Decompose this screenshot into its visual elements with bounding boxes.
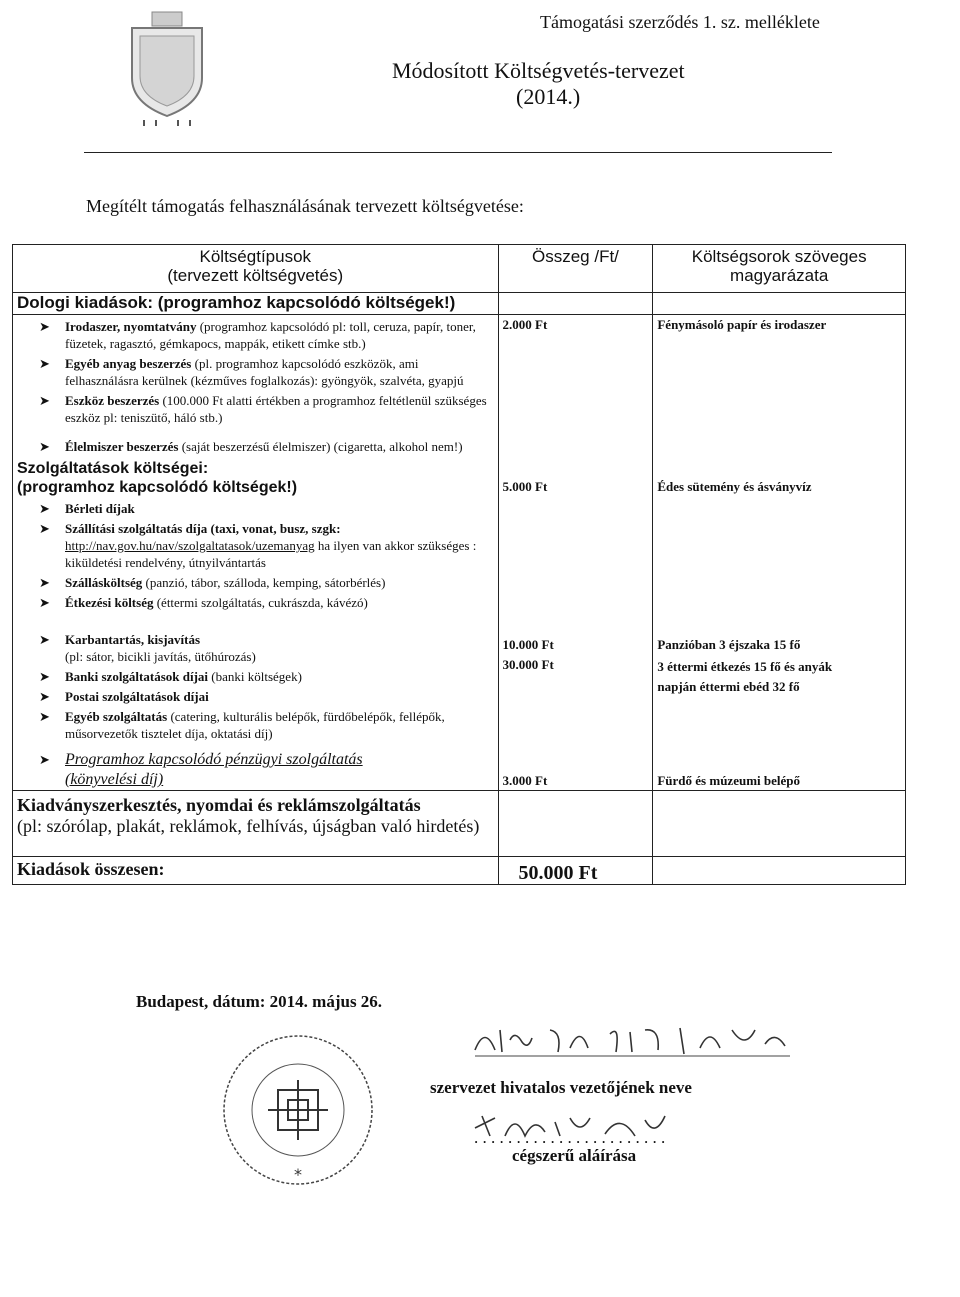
svg-text:*: * — [294, 1165, 302, 1184]
date-line: Budapest, dátum: 2014. május 26. — [136, 992, 383, 1011]
list-item-egyeb-szolg: ➤ Egyéb szolgáltatás (catering, kulturális belépők, fürdőbelépők, fellépők, műsorvezetők tisztelet díja, oktatási díj) — [39, 709, 445, 741]
amount-etkezesi: 30.000 Ft — [502, 657, 554, 672]
list-item-eszkoz: ➤ Eszköz beszerzés (100.000 Ft alatti értékben a programhoz feltétlenül szükséges eszköz pl: teniszütő, háló stb.) — [39, 393, 487, 425]
list-item-elelmiszer: ➤ Élelmiszer beszerzés (saját beszerzésű élelmiszer) (cigaretta, alkohol nem!) — [39, 439, 463, 454]
handwritten-name-signature — [470, 1020, 800, 1060]
list-item-karbantartas: ➤ Karbantartás, kisjavítás (pl: sátor, bicikli javítás, ütőhúrozás) — [39, 632, 256, 664]
nav-link[interactable]: http://nav.gov.hu/nav/szolgaltatasok/uzemanyag — [65, 538, 315, 553]
list-item-berleti: ➤ Bérleti díjak — [39, 501, 135, 516]
list-item-penzugyi: ➤ Programhoz kapcsolódó pénzügyi szolgáltatás (könyvelési díj) — [39, 751, 363, 788]
subtitle: Megítélt támogatás felhasználásának tervezett költségvetése: — [86, 196, 524, 216]
expl-etkezesi: 3 éttermi étkezés 15 fő és anyák napján éttermi ebéd 32 fő — [657, 659, 833, 694]
header-rule — [84, 152, 832, 153]
expl-elelmiszer: Édes sütemény és ásványvíz — [657, 479, 812, 494]
section-dologi: Dologi kiadások: (programhoz kapcsolódó költségek!) — [13, 293, 499, 315]
list-item-postai: ➤ Postai szolgáltatások díjai — [39, 689, 209, 704]
list-item-etkezesi: ➤ Étkezési költség (éttermi szolgáltatás, cukrászda, kávézó) — [39, 595, 368, 610]
kiadvany-cell: Kiadványszerkesztés, nyomdai és reklámszolgáltatás (pl: szórólap, plakát, reklámok, felhívás, újságban való hirdetés) — [13, 791, 499, 857]
amount-szallas: 10.000 Ft — [502, 637, 554, 652]
list-item-egyeb-anyag: ➤ Egyéb anyag beszerzés (pl. programhoz kapcsolódó eszközök, ami felhasználásra kerülnek (kézműves foglalkozás): gyöngyök, szalvéta, gyapjú — [39, 356, 464, 388]
expl-irodaszer: Fénymásoló papír és irodaszer — [657, 317, 827, 332]
annex-label: Támogatási szerződés 1. sz. melléklete — [540, 12, 820, 32]
signature-label: cégszerű aláírása — [512, 1146, 637, 1165]
section-szolgaltatasok: Szolgáltatások költségei: (programhoz kapcsolódó költségek!) — [17, 460, 298, 496]
amount-irodaszer: 2.000 Ft — [502, 317, 548, 332]
amount-elelmiszer: 5.000 Ft — [502, 479, 548, 494]
table-header-row — [13, 245, 906, 293]
list-item-banki: ➤ Banki szolgáltatások díjai (banki költségek) — [39, 669, 302, 684]
table-row — [13, 791, 906, 857]
doc-year: (2014.) — [516, 84, 581, 109]
total-label: Kiadások összesen: — [13, 857, 499, 885]
budget-table — [12, 244, 906, 885]
signature-title: szervezet hivatalos vezetőjének neve — [430, 1078, 692, 1097]
coat-of-arms-logo — [122, 8, 212, 126]
expl-egyeb-szolg: Fürdő és múzeumi belépő — [657, 773, 800, 788]
table-row — [13, 315, 906, 791]
organization-stamp — [218, 1030, 378, 1190]
table-row — [13, 293, 906, 315]
col-cost-types-header: Költségtípusok (tervezett költségvetés) — [13, 245, 499, 293]
col-explanation-header: Költségsorok szöveges magyarázata — [653, 245, 906, 293]
expl-szallas: Panzióban 3 éjszaka 15 fő — [657, 637, 801, 652]
total-amount: 50.000 Ft — [498, 857, 653, 885]
col-amount-header: Összeg /Ft/ — [498, 245, 653, 293]
amount-egyeb-szolg: 3.000 Ft — [502, 773, 548, 788]
list-item-irodaszer: ➤ Irodaszer, nyomtatvány (programhoz kapcsolódó pl: toll, ceruza, papír, toner, füzetek, ragasztó, gémkapocs, mappák, etikett címke stb.) — [39, 319, 476, 351]
list-item-szallas: ➤ Szálláskö​ltség (panzió, tábor, szálloda, kemping, sátorbérlés) — [39, 575, 386, 590]
doc-title: Módosított Költségvetés-tervezet — [392, 58, 685, 83]
list-item-szallitasi: ➤ Szállítási szolgáltatás díja (taxi, vonat, busz, szgk: http://nav.gov.hu/nav/szolgaltatasok/uzemanyag ha ilyen van akkor szükséges : kiküldetési rendelvény, útnyilvántartás — [39, 521, 477, 570]
table-row-total — [13, 857, 906, 885]
signature-dots: . . . . . . . . . . . . . . . . . . . . . . . — [474, 1128, 666, 1147]
